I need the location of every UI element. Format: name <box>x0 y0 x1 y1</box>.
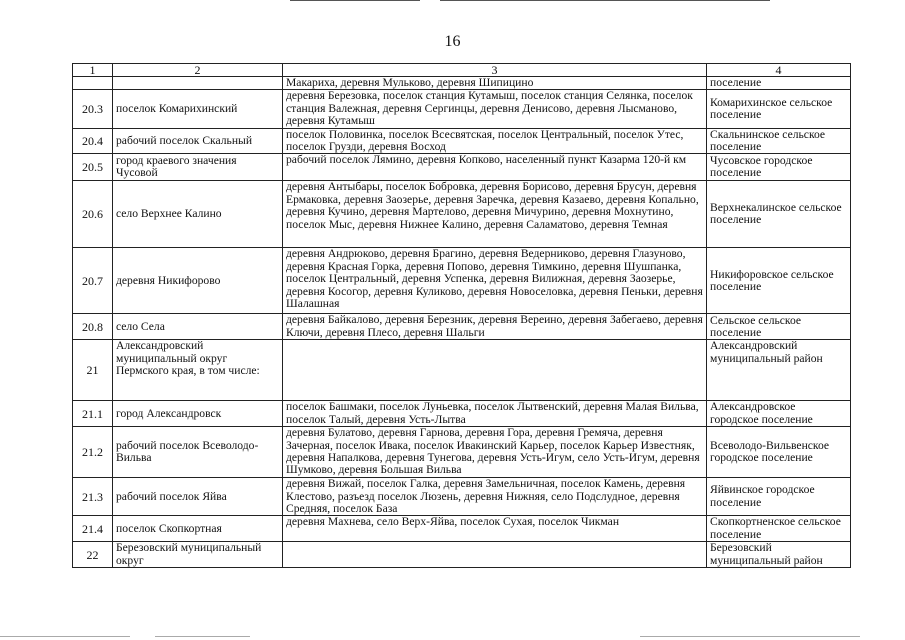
settlement-center: рабочий поселок Скальный <box>113 128 283 154</box>
row-number: 20.5 <box>73 154 113 181</box>
top-rule-right <box>440 0 770 1</box>
settlements-list: деревня Махнева, село Верх-Яйва, поселок Сухая, поселок Чикман <box>283 516 707 542</box>
column-header: 2 <box>113 64 283 77</box>
settlements-list: Макариха, деревня Мульково, деревня Шипицино <box>283 77 707 90</box>
former-municipality: поселение <box>707 77 851 90</box>
row-number: 21.2 <box>73 427 113 478</box>
former-municipality: Комарихинское сельское поселение <box>707 90 851 128</box>
former-municipality: Всеволодо-Вильвенское городское поселение <box>707 427 851 478</box>
former-municipality: Яйвинское городское поселение <box>707 478 851 516</box>
former-municipality: Чусовское городское поселение <box>707 154 851 181</box>
former-municipality: Сельское сельское поселение <box>707 314 851 340</box>
table-row <box>73 542 851 568</box>
settlement-center: город краевого значения Чусовой <box>113 154 283 181</box>
bottom-rule-right <box>640 636 860 637</box>
column-header: 3 <box>283 64 707 77</box>
table-row <box>73 154 851 181</box>
settlement-center: рабочий поселок Всеволодо-Вильва <box>113 427 283 478</box>
top-rule-left <box>290 0 420 1</box>
former-municipality: Верхнекалинское сельское поселение <box>707 181 851 248</box>
former-municipality: Александровское городское поселение <box>707 401 851 427</box>
row-number: 20.6 <box>73 181 113 248</box>
row-number: 22 <box>73 542 113 568</box>
former-municipality: Скальнинское сельское поселение <box>707 128 851 154</box>
row-number <box>73 77 113 90</box>
former-municipality: Александровский муниципальный район <box>707 340 851 401</box>
table-row <box>73 248 851 314</box>
settlements-list <box>283 542 707 568</box>
header-row <box>73 64 851 77</box>
settlements-table <box>72 63 851 568</box>
table-row <box>73 401 851 427</box>
settlement-center: город Александровск <box>113 401 283 427</box>
row-number: 21.3 <box>73 478 113 516</box>
settlements-list: деревня Вижай, поселок Галка, деревня Замельничная, поселок Камень, деревня Клестово, разъезд поселок Люзень, деревня Нижняя, село Подслудное, деревня Средняя, поселок База <box>283 478 707 516</box>
table-row <box>73 478 851 516</box>
table-row <box>73 128 851 154</box>
bottom-rule-mid <box>155 636 250 637</box>
row-number: 20.4 <box>73 128 113 154</box>
table-row <box>73 181 851 248</box>
settlements-list: деревня Булатово, деревня Гарнова, деревня Гора, деревня Гремяча, деревня Зачерная, поселок Ивака, поселок Ивакинский Карьер, поселок Карьер Известняк, деревня Напалкова, деревня Тунегова, деревня Усть-Игум, село Усть-Игум, деревня Шумково, деревня Большая Вильва <box>283 427 707 478</box>
settlements-list: деревня Березовка, поселок станция Кутамыш, поселок станция Селянка, поселок станция Валежная, деревня Сергинцы, деревня Денисово, деревня Лысманово, деревня Кутамыш <box>283 90 707 128</box>
settlement-center: поселок Комарихинский <box>113 90 283 128</box>
settlements-list <box>283 340 707 401</box>
table-row <box>73 77 851 90</box>
settlement-center: поселок Скопкортная <box>113 516 283 542</box>
former-municipality: Березовский муниципальный район <box>707 542 851 568</box>
table-row <box>73 516 851 542</box>
settlement-center: село Села <box>113 314 283 340</box>
settlements-list: поселок Половинка, поселок Всесвятская, поселок Центральный, поселок Утес, поселок Грузди, деревня Восход <box>283 128 707 154</box>
row-number: 21 <box>73 340 113 401</box>
settlement-center: Березовский муниципальный округ <box>113 542 283 568</box>
former-municipality: Никифоровское сельское поселение <box>707 248 851 314</box>
column-header: 4 <box>707 64 851 77</box>
settlement-center: село Верхнее Калино <box>113 181 283 248</box>
row-number: 20.3 <box>73 90 113 128</box>
table-row <box>73 90 851 128</box>
settlements-list: рабочий поселок Лямино, деревня Копково, населенный пункт Казарма 120-й км <box>283 154 707 181</box>
settlements-list: деревня Антыбары, поселок Бобровка, деревня Борисово, деревня Брусун, деревня Ермаковка, деревня Заозерье, деревня Заречка, деревня Казаево, деревня Копально, деревня Кучино, деревня Мартелово, деревня Мичурино, деревня Мохнутино, поселок Мыс, деревня Нижнее Калино, деревня Саламатово, деревня Темная <box>283 181 707 248</box>
settlements-list: деревня Байкалово, деревня Березник, деревня Вереино, деревня Забегаево, деревня Ключи, деревня Плесо, деревня Шальги <box>283 314 707 340</box>
bottom-rule-left <box>0 636 130 637</box>
row-number: 21.4 <box>73 516 113 542</box>
column-header: 1 <box>73 64 113 77</box>
settlement-center <box>113 77 283 90</box>
row-number: 21.1 <box>73 401 113 427</box>
row-number: 20.7 <box>73 248 113 314</box>
settlement-center: рабочий поселок Яйва <box>113 478 283 516</box>
settlement-center: деревня Никифорово <box>113 248 283 314</box>
table-row <box>73 314 851 340</box>
page-number: 16 <box>444 33 461 50</box>
table-row <box>73 340 851 401</box>
table-row <box>73 427 851 478</box>
row-number: 20.8 <box>73 314 113 340</box>
former-municipality: Скопкортненское сельское поселение <box>707 516 851 542</box>
settlement-center: Александровский муниципальный округ Пермского края, в том числе: <box>113 340 283 401</box>
settlements-list: поселок Башмаки, поселок Луньевка, поселок Лытвенский, деревня Малая Вильва, поселок Талый, деревня Усть-Лытва <box>283 401 707 427</box>
settlements-list: деревня Андрюково, деревня Брагино, деревня Ведерниково, деревня Глазуново, деревня Красная Горка, деревня Попово, деревня Тимкино, деревня Шушпанка, поселок Центральный, деревня Успенка, деревня Вилижная, деревня Заозерье, деревня Косогор, деревня Куликово, деревня Новоселовка, деревня Пеньки, деревня Шалашная <box>283 248 707 314</box>
